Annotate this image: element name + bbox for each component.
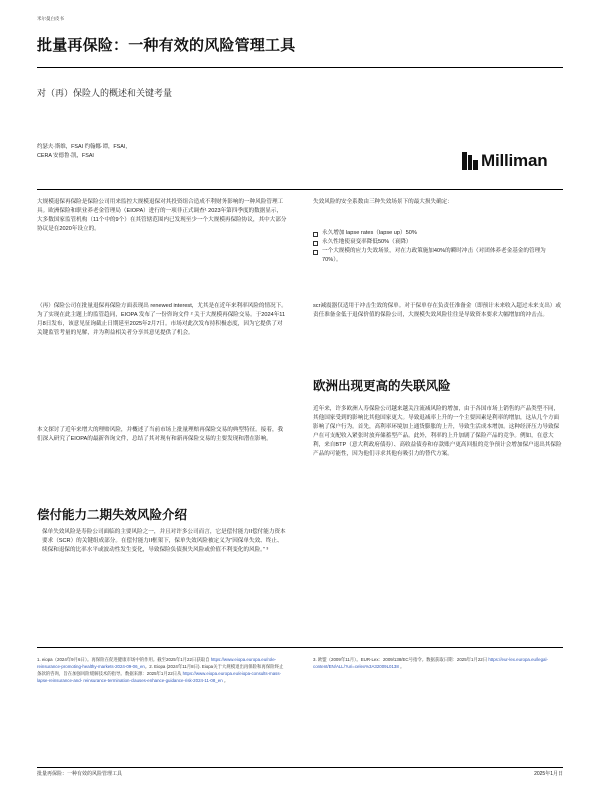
intro-paragraph: 大规模退保再保险是保险公司用来监控大规模退保对其投资组合造成不利财务影响的一种风险管理工具。欧洲保险和职业养老金管理局（EIOPA）进行的一项非正式调查¹ 2023年第四季度的数据显示，大多数国家监管机构（11个中的9个）在其管辖范围内已发现至少一个大规模再保险协议，其中大部分协议是在2020年设立的。 [37, 199, 287, 232]
footnote-2-end: 。 [222, 678, 229, 683]
footer-divider [37, 767, 563, 768]
milliman-logo [462, 151, 547, 171]
milliman-mark-icon [462, 152, 478, 170]
footnote-3-link[interactable]: https://eur-lex.europa.eu/legal- content/EN/ALL/?uri=celex%3A32009L0138 [313, 657, 548, 669]
section-heading-solvency: 偿付能力二期失效风险介绍 [37, 508, 188, 522]
europe-paragraph: 近年来，许多欧洲人寿保险公司越来越关注流减风险的增加，由于各国市场上销售的产品类型不同，其他国家受到的影响比其他国家更大。导致退减率上升的一个主要因素是利率的增加，这从几个方面影响了保户行为。首先，高利率环境加上通货膨胀的上升，导致生活成本增加。这种经济压力导致保户在可支配收入紧张时放弃储蓄型产品。此外，利率的上升加剧了保险产品的竞争。例如，在意大利，来自BTP（意大利政府债券）、高收益债券和存款账户更高回报的竞争预计会增加保户退出其保险产品的可能性，因为他们寻求其他有吸引力的替代方案。 [313, 406, 562, 457]
document-subtitle: 对（再）保险人的概述和关键考量 [37, 88, 173, 98]
list-item: 永久增加 lapse rates（lapse up）50% [313, 229, 563, 238]
scope-paragraph: 本文探讨了近年来增大的理赔风险，并概述了当前市场上批量理赔再保险交易的典型特征。接着，我们深入研究了EIOPA的最新咨询文件，总结了其对现有和新再保险交易的主要发现和潜在影响。 [37, 427, 284, 442]
section-heading-europe: 欧洲出现更高的失联风险 [313, 379, 451, 393]
footnote-3-text: 3. 欧盟（2009年11月）。EUR-Lex：2009/138/EC号指令。数据获取日期：2025年1月22日 [313, 657, 489, 662]
footnote-divider [37, 647, 563, 648]
shock-paragraph: scr减震器仅适用于冲击生效的保单。对于保单存在负责任准备金（即预计未来收入超过未来支出）或责任准备金低于退保价值的保险公司，大规模失效风险往往是导致资本要求大幅增加的冲击点。 [313, 303, 561, 318]
lapse-risk-paragraph: 保单失效风险是寿险公司面临的主要风险之一，并且对许多公司而言，它是偿付能力II偿付能力资本要求（SCR）的关键组成部分。在偿付能力II框架下，保单失效风险被定义为“因保单失效、终止、续保和退保的比率水平或波动性发生变化，导致保险负债损失风险或价值不利变化的风险。” ³ [42, 529, 286, 553]
footnote-1-text: 1. eiopa（2024年9月6日）。再保险在促进健康市场中的作用。截至2025年1月22日获取自 [37, 657, 211, 662]
scenarios-intro: 失效风险的安全系数由三种失效场景下的最大损失确定： [313, 199, 453, 205]
title-divider [37, 67, 563, 68]
footnote-2-link[interactable]: https://www.eiopa.europa.eu/eiopa-consults-mass-lapse-reinsurance-and- reinsurance-termination-clauses-enhance-guidance-risk-2024-11-08_en [37, 671, 282, 683]
list-item: 一个大规模的应力失效场景，对在力政策施加40%的瞬时冲击（对团体养老金基金的管理为70%）。 [313, 247, 563, 265]
footnotes-right [313, 656, 563, 670]
footnote-3-end: 。 [398, 664, 405, 669]
document-title: 批量再保险：一种有效的风险管理工具 [37, 37, 296, 54]
footer-date: 2025年1月日 [534, 771, 563, 777]
list-item: 永久性地使衰变率降低50%（衰降） [313, 238, 563, 247]
footnote-1-link[interactable]: https://www.eiopa.europa.eu/role- reinsurance-promoting-healthy-markets-2024-09-06_en [37, 657, 277, 669]
footnotes-left [37, 656, 287, 684]
footer-title: 批量再保险：一种有效的风险管理工具 [37, 771, 123, 777]
interest-paragraph: （再）保险公司在批量退保再保险方面表现出 renewed interest，尤其是在近年来利率风险的情况下。为了实现在此主题上的监管趋同，EIOPA 发布了一份咨询文件 ² 关于大规模再保险交易。于2024年11月8日发布，该意见征询截止日期延至2025年2月7日。市场对此次发布持积极态度，因为它提供了对关键监管考量的见解，并为利益相关者分享其意见提供了机会。 [37, 303, 287, 336]
section-divider [37, 189, 563, 190]
logo-wordmark: Milliman [481, 151, 548, 170]
document-tag: 米尔曼白皮书 [37, 16, 64, 21]
scenario-list [313, 229, 563, 265]
footnote-2-text: 。2. Eiopa (2024年11月8日). Eiopa关于大规模退出再保险和再保险终止条款的咨询，旨在加强风险缓解技术的指导。数据来源：2025年1月22日从 [37, 664, 284, 676]
authors: 约瑟夫·斯维，FSAI 约翰娜·谭，FSAI，CERA 安德鲁·凯，FSAI [37, 144, 131, 159]
